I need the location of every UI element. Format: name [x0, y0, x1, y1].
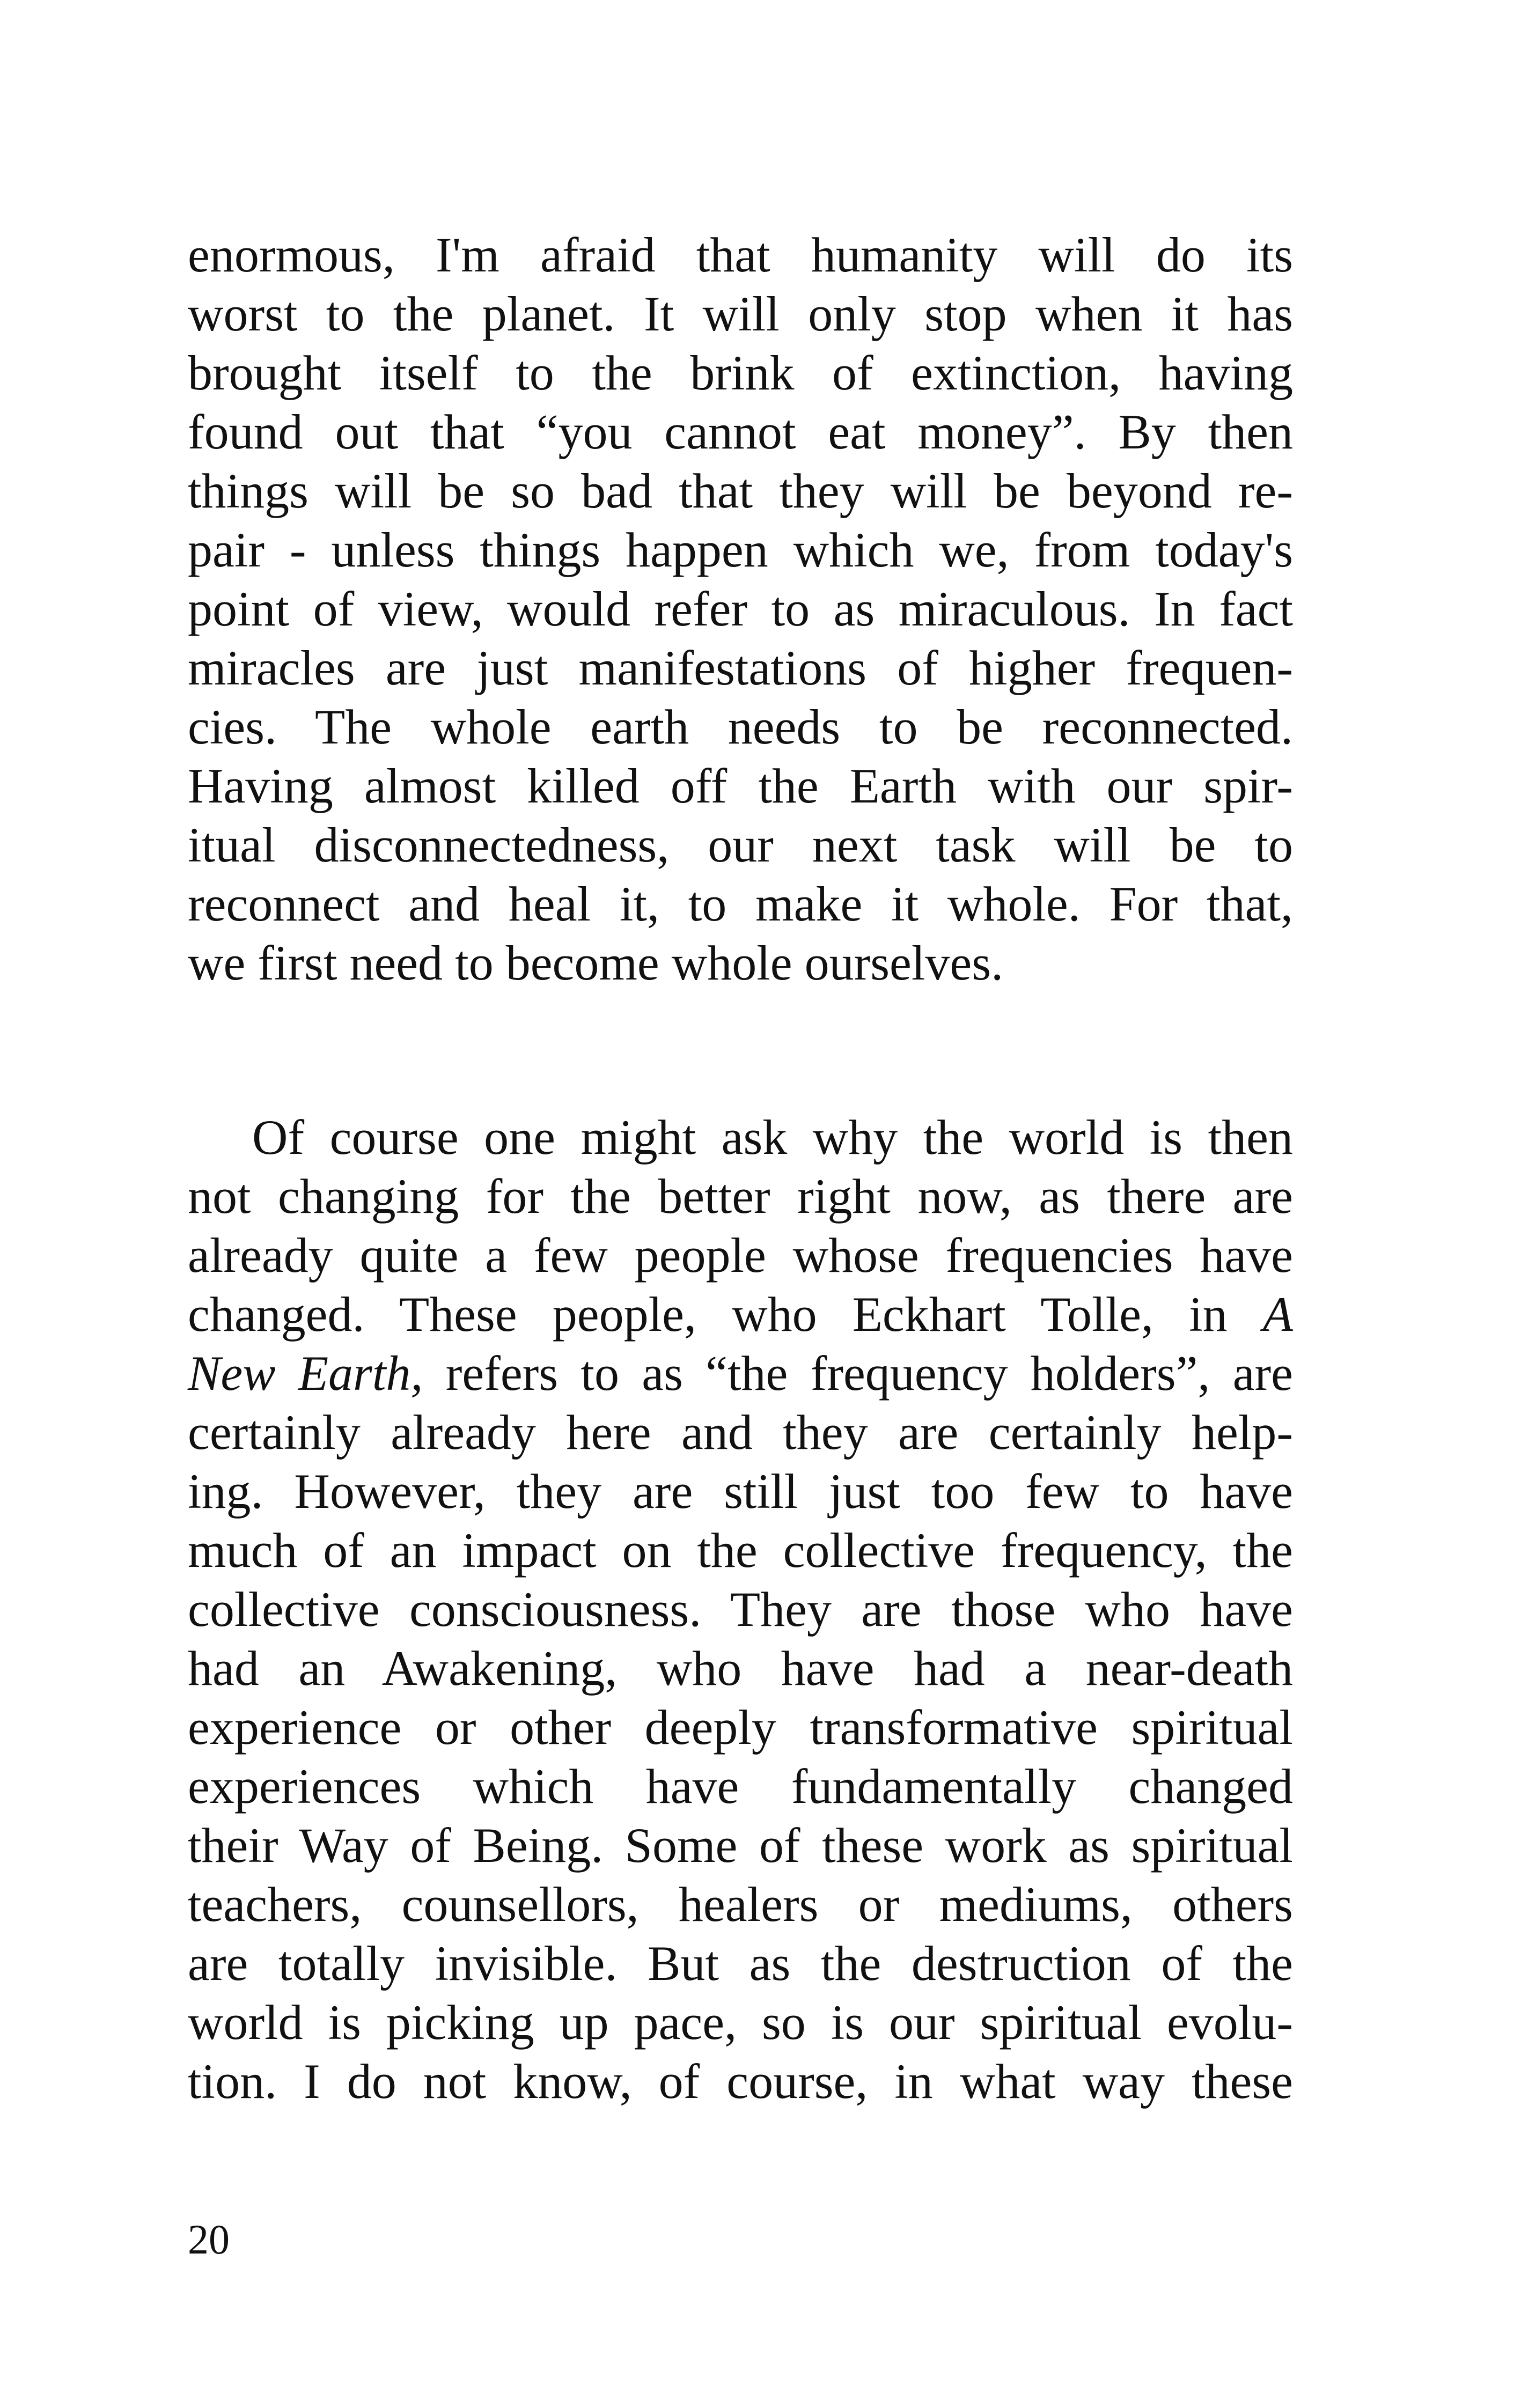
book-title-italic: New Earth,: [188, 1346, 423, 1401]
text-line: experiences which have fundamentally changed: [188, 1759, 1293, 1814]
text-line: already quite a few people whose frequencies have: [188, 1228, 1293, 1283]
paragraph-1: [188, 225, 1293, 992]
text-line: collective consciousness. They are those who have: [188, 1582, 1293, 1637]
text-line: reconnect and heal it, to make it whole. For that,: [188, 877, 1293, 931]
text-line-with-italic: [188, 1344, 1293, 1403]
paragraph-2: [188, 1108, 1293, 2111]
text-line: worst to the planet. It will only stop when it has: [188, 286, 1293, 341]
text-line: itual disconnectedness, our next task will be to: [188, 818, 1293, 872]
text-line: found out that “you cannot eat money”. By then: [188, 404, 1293, 459]
book-title-italic: A: [1262, 1287, 1293, 1342]
text-line: brought itself to the brink of extinction, having: [188, 345, 1293, 400]
text-line: much of an impact on the collective frequency, the: [188, 1523, 1293, 1578]
text-line: tion. I do not know, of course, in what way these: [188, 2054, 1293, 2109]
text-line: ing. However, they are still just too few to have: [188, 1464, 1293, 1519]
text-line: Having almost killed off the Earth with our spir-: [188, 759, 1293, 813]
text-line: not changing for the better right now, as there are: [188, 1169, 1293, 1224]
text-line: had an Awakening, who have had a near-death: [188, 1641, 1293, 1696]
text-line: pair - unless things happen which we, from today's: [188, 522, 1293, 577]
text-line: cies. The whole earth needs to be reconnected.: [188, 699, 1293, 754]
text-line: experience or other deeply transformative spiritual: [188, 1700, 1293, 1755]
text-line: Of course one might ask why the world is then: [252, 1110, 1293, 1165]
text-segment: changed. These people, who Eckhart Tolle, in: [188, 1287, 1228, 1342]
text-line-with-italic: [188, 1285, 1293, 1344]
text-segment: refers to as “the frequency holders”, are: [445, 1346, 1294, 1401]
text-line: point of view, would refer to as miraculous. In fact: [188, 581, 1293, 636]
text-line: things will be so bad that they will be beyond re-: [188, 463, 1293, 518]
text-line: certainly already here and they are certainly help-: [188, 1405, 1293, 1460]
text-line: miracles are just manifestations of higher frequen-: [188, 640, 1293, 695]
text-line: teachers, counsellors, healers or mediums, others: [188, 1877, 1293, 1932]
text-line: we first need to become whole ourselves.: [188, 936, 1004, 990]
text-line: are totally invisible. But as the destruction of the: [188, 1936, 1293, 1991]
text-line: enormous, I'm afraid that humanity will do its: [188, 227, 1293, 282]
text-line: world is picking up pace, so is our spiritual evolu-: [188, 1995, 1293, 2050]
text-line: their Way of Being. Some of these work as spiritual: [188, 1818, 1293, 1873]
page-number: 20: [188, 2216, 230, 2263]
